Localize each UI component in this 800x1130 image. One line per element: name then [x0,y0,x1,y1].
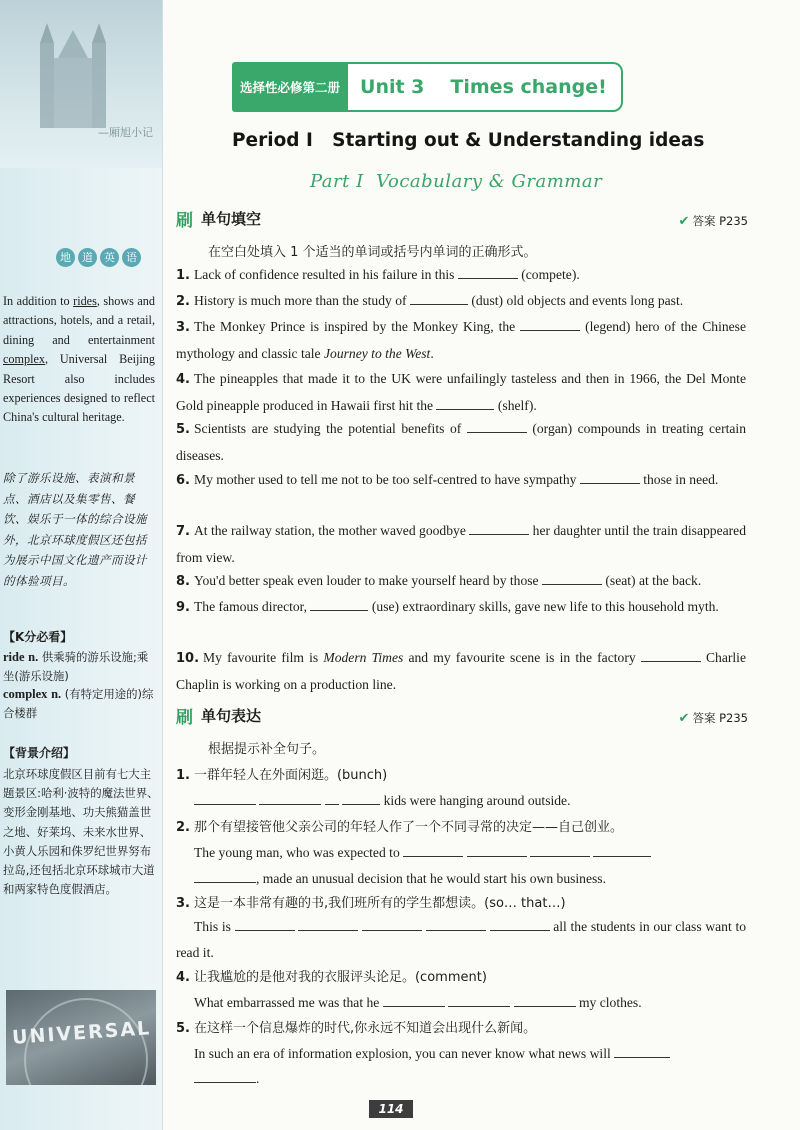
question-10: 10. My favourite film is Modern Times and my favourite scene is in the factory Charlie Chaplin is working on a production line. [176,645,746,697]
question-1: 1. Lack of confidence resulted in his failure in this (compete). [176,262,746,289]
badge-char: 地 [56,248,75,267]
sidebar-note: —厢旭小记 [98,126,153,139]
answer-ref-text: 答案 P235 [692,711,748,725]
question-5: 5. Scientists are studying the potential benefits of (organ) compounds in treating certain diseases. [176,416,746,468]
answer-blank[interactable] [542,570,602,585]
badge-char: 英 [100,248,119,267]
section1-title: 单句填空 [201,210,262,228]
background-text: 北京环球度假区目前有七大主题景区:哈利·波特的魔法世界、变形金刚基地、功夫熊猫盖世之地、好莱坞、未来水世界、小黄人乐园和侏罗纪世界努布拉岛,还包括北京环球城市大道和两家特色度假酒店。 [3,767,159,897]
answer-blank[interactable] [235,916,295,931]
translation-answer-3: This is all the students in our class want to read it. [176,914,746,965]
section1-answer-ref [679,213,748,229]
vocab-heading: 【K分必看】 [3,630,73,644]
answer-blank[interactable] [469,520,529,535]
section1-heading [176,206,261,231]
answer-ref-text: 答案 P235 [692,214,748,228]
vocab-item: ride n. 供乘骑的游乐设施;乘坐(游乐设施) [3,650,149,683]
section2-answer-ref [679,710,748,726]
answer-blank[interactable] [436,395,494,410]
universal-globe-photo [6,990,156,1085]
answer-blank[interactable] [490,916,550,931]
translation-answer-2: The young man, who was expected to [176,840,746,866]
unit-name: Times change! [450,76,607,98]
sidebar-chinese-translation: 除了游乐设施、表演和景点、酒店以及集零售、餐饮、娱乐于一体的综合设施外，北京环球度假区还包括为展示中国文化遗产而设计的体验项目。 [3,471,147,588]
answer-blank[interactable] [641,647,701,662]
section2-heading [176,703,261,728]
answer-blank[interactable] [593,842,651,857]
check-icon: ✔ [678,213,690,229]
question-4: 4. The pineapples that made it to the UK were unfailingly tasteless and then in 1966, the Del Monte Gold pineapple produced in Hawaii first hit the (shelf). [176,371,746,413]
question-2: 2. History is much more than the study of (dust) old objects and events long past. [176,288,746,315]
answer-blank[interactable] [458,264,518,279]
question-3: 3. The Monkey Prince is inspired by the Monkey King, the (legend) hero of the Chinese mythology and classic tale Journey to the West. [176,314,746,366]
answer-blank[interactable] [259,790,321,805]
sidebar-english-text: In addition to rides, shows and attractions, hotels, and a retail, dining and entertainment complex, Universal Beijing Resort also includes experiences designed to reflect China's cultural heritage. [3,294,155,425]
section2-brush-icon: 刷 [176,708,193,728]
answer-blank[interactable] [467,842,527,857]
authentic-english-badge [56,248,141,267]
unit-banner [232,62,623,112]
section1-brush-icon: 刷 [176,211,193,231]
book-tag: 选择性必修第二册 [232,62,348,112]
translation-question-1: 1. 一群年轻人在外面闲逛。(bunch) [176,768,388,783]
answer-blank[interactable] [325,790,339,805]
answer-blank[interactable] [426,916,486,931]
answer-blank[interactable] [448,992,510,1007]
section1-instruction: 在空白处填入 1 个适当的单词或括号内单词的正确形式。 [208,245,537,260]
period-title: Period I Starting out & Understanding ideas [232,130,705,151]
translation-answer-4: What embarrassed me was that he my clothes. [176,990,746,1016]
answer-blank[interactable] [362,916,422,931]
badge-char: 语 [122,248,141,267]
answer-blank[interactable] [520,316,580,331]
question-8: 8. You'd better speak even louder to make yourself heard by those (seat) at the back. [176,568,746,595]
background-heading: 【背景介绍】 [3,746,76,760]
unit-number: Unit 3 [360,76,425,98]
translation-question-2: 2. 那个有望接管他父亲公司的年轻人作了一个不同寻常的决定——自己创业。 [176,820,623,835]
question-6: 6. My mother used to tell me not to be too self-centred to have sympathy those in need. [176,467,746,494]
universal-photo-text: UNIVERSAL [11,1017,152,1049]
translation-question-4: 4. 让我尴尬的是他对我的衣服评头论足。(comment) [176,970,487,985]
vocab-list [3,648,159,722]
answer-blank[interactable] [310,596,368,611]
check-icon: ✔ [678,710,690,726]
question-7: 7. At the railway station, the mother waved goodbye her daughter until the train disappeared from view. [176,518,746,570]
translation-question-5: 5. 在这样一个信息爆炸的时代,你永远不知道会出现什么新闻。 [176,1021,537,1036]
sidebar-top-photo [0,0,162,168]
unit-title [348,62,623,112]
answer-blank[interactable] [383,992,445,1007]
vocab-item: complex n. (有特定用途的)综合楼群 [3,687,154,720]
translation-answer-5: In such an era of information explosion, you can never know what news will [176,1041,746,1067]
answer-blank[interactable] [194,790,256,805]
answer-blank[interactable] [580,469,640,484]
sidebar [0,0,163,1130]
section2-title: 单句表达 [201,707,262,725]
answer-blank[interactable] [194,1068,256,1083]
answer-blank[interactable] [514,992,576,1007]
translation-question-3: 3. 这是一本非常有趣的书,我们班所有的学生都想读。(so… that…) [176,896,566,911]
section2-instruction: 根据提示补全句子。 [208,742,326,757]
badge-char: 道 [78,248,97,267]
question-9: 9. The famous director, (use) extraordinary skills, gave new life to this household myth. [176,594,746,621]
answer-blank[interactable] [403,842,463,857]
castle-image [38,18,108,128]
page-number: 114 [369,1100,413,1118]
answer-blank[interactable] [467,418,527,433]
translation-answer-5-cont: . [176,1066,746,1092]
part-title: Part I Vocabulary & Grammar [310,171,603,192]
answer-blank[interactable] [298,916,358,931]
answer-blank[interactable] [342,790,380,805]
translation-answer-2-cont: , made an unusual decision that he would start his own business. [176,866,746,892]
answer-blank[interactable] [530,842,590,857]
translation-answer-1: kids were hanging around outside. [176,788,746,814]
answer-blank[interactable] [410,290,468,305]
answer-blank[interactable] [614,1043,670,1058]
answer-blank[interactable] [194,868,256,883]
